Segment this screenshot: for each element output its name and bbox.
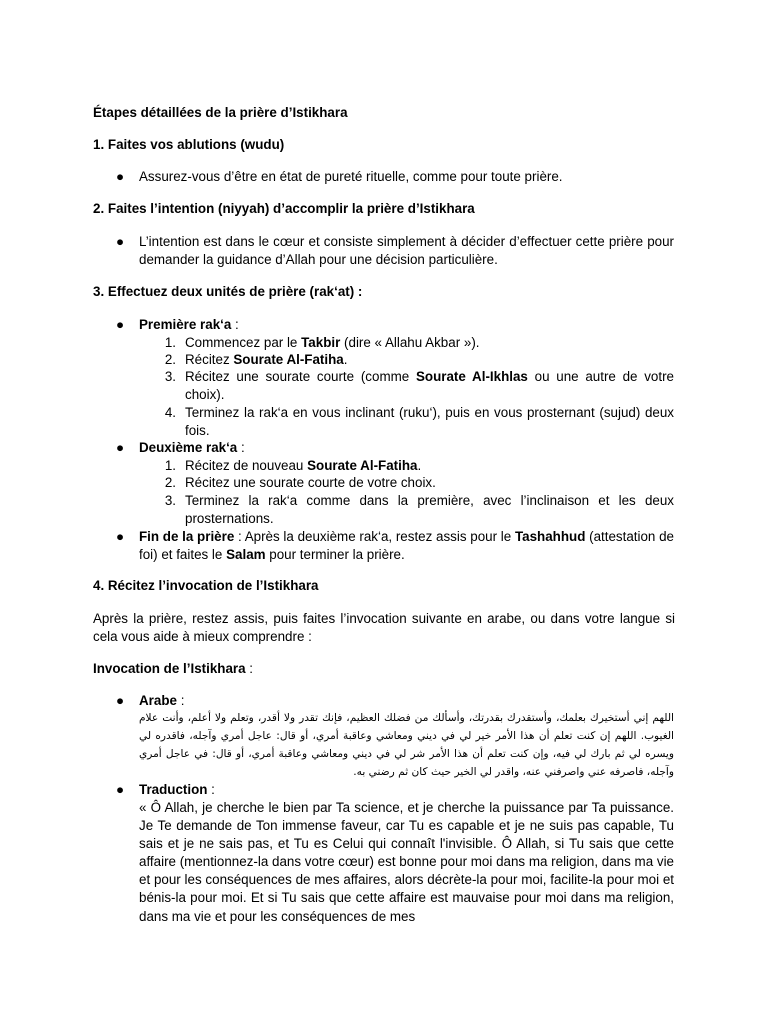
list-item: Terminez la rak‘a en vous inclinant (ruku‘), puis en vous prosternant (sujud) deux fois. — [185, 405, 674, 438]
step-3-heading: 3. Effectuez deux unités de prière (rak‘at) : — [93, 284, 363, 299]
list-number: 3. — [164, 369, 176, 384]
bullet-icon: ● — [116, 529, 125, 544]
second-rakat-label: Deuxième rak‘a : — [139, 440, 245, 455]
list-number: 2. — [164, 352, 176, 367]
step-2-heading: 2. Faites l’intention (niyyah) d’accomplir la prière d’Istikhara — [93, 201, 475, 216]
list-number: 2. — [164, 475, 176, 490]
first-rakat-label: Première rak‘a : — [139, 317, 239, 332]
invocation-heading: Invocation de l’Istikhara : — [93, 661, 254, 676]
bullet-icon: ● — [116, 440, 125, 455]
list-item: Récitez une sourate courte (comme Sourate Al-Ikhlas ou une autre de votre choix). — [185, 369, 675, 402]
list-item: Récitez une sourate courte de votre choix. — [185, 475, 436, 490]
list-item: Récitez Sourate Al-Fatiha. — [185, 352, 348, 367]
list-number: 4. — [164, 405, 176, 420]
bullet-icon: ● — [116, 693, 125, 708]
list-number: 1. — [164, 335, 176, 350]
step-1-heading: 1. Faites vos ablutions (wudu) — [93, 137, 285, 152]
list-number: 3. — [164, 493, 176, 508]
bullet-icon: ● — [116, 317, 125, 332]
list-number: 1. — [164, 458, 176, 473]
translation-text: « Ô Allah, je cherche le bien par Ta science, et je cherche la puissance par Ta puissance. Je Te demande de Ton immense faveur, car Tu es capable et je ne suis pas capable, Tu sais et je ne sais pas, et Tu es Celui qui connaît l'invisible. Ô Allah, si Tu sais que cette affaire (mentionnez-la dans votre cœur) est bonne pour moi dans ma religion, dans ma vie et pour les conséquences de mes affaires, alors décrète-la pour moi, facilite-la pour moi et bénis-la pour moi. Et si Tu sais que cette affaire est mauvaise pour moi dans ma religion, dans ma vie et pour les conséquences de mes — [139, 800, 674, 924]
document-title: Étapes détaillées de la prière d’Istikhara — [93, 105, 348, 120]
step-2-bullet-text: L’intention est dans le cœur et consiste simplement à décider d’effectuer cette prière pour demander la guidance d’Allah pour une décision particulière. — [139, 234, 674, 267]
step-4-heading: 4. Récitez l’invocation de l’Istikhara — [93, 578, 319, 593]
bullet-icon: ● — [116, 782, 125, 797]
step-4-paragraph: Après la prière, restez assis, puis faites l’invocation suivante en arabe, ou dans votre langue si cela vous aide à mieux comprendre : — [93, 611, 675, 644]
list-item: Commencez par le Takbir (dire « Allahu Akbar »). — [185, 335, 480, 350]
arabic-label: Arabe : — [139, 693, 185, 708]
end-of-prayer-text: Fin de la prière : Après la deuxième rak‘a, restez assis pour le Tashahhud (attestation de foi) et faites le Salam pour terminer la prière. — [139, 529, 674, 562]
bullet-icon: ● — [116, 234, 125, 249]
list-item: Terminez la rak‘a comme dans la première, avec l’inclinaison et les deux prosternations. — [185, 493, 674, 526]
translation-label: Traduction : — [139, 782, 215, 797]
step-1-bullet-text: Assurez-vous d’être en état de pureté rituelle, comme pour toute prière. — [139, 169, 563, 184]
bullet-icon: ● — [116, 169, 125, 184]
arabic-invocation-text: اللهم إني أستخيرك بعلمك، وأستقدرك بقدرتك، وأسألك من فضلك العظيم، فإنك تقدر ولا أقدر، وتعلم ولا أعلم، وأنت علام الغيوب. اللهم إن كنت تعلم أن هذا الأمر خير لي في ديني ومعاشي وعاقبة أمري، أو قال: عاجل أمري وآجله، فاقدره لي ويسره لي ثم بارك لي فيه، وإن كنت تعلم أن هذا الأمر شر لي في ديني ومعاشي وعاقبة أمري، أو قال: في عاجل أمري وآجله، فاصرفه عني واصرفني عنه، واقدر لي الخير حيث كان ثم رضني به. — [139, 712, 674, 778]
list-item: Récitez de nouveau Sourate Al-Fatiha. — [185, 458, 422, 473]
